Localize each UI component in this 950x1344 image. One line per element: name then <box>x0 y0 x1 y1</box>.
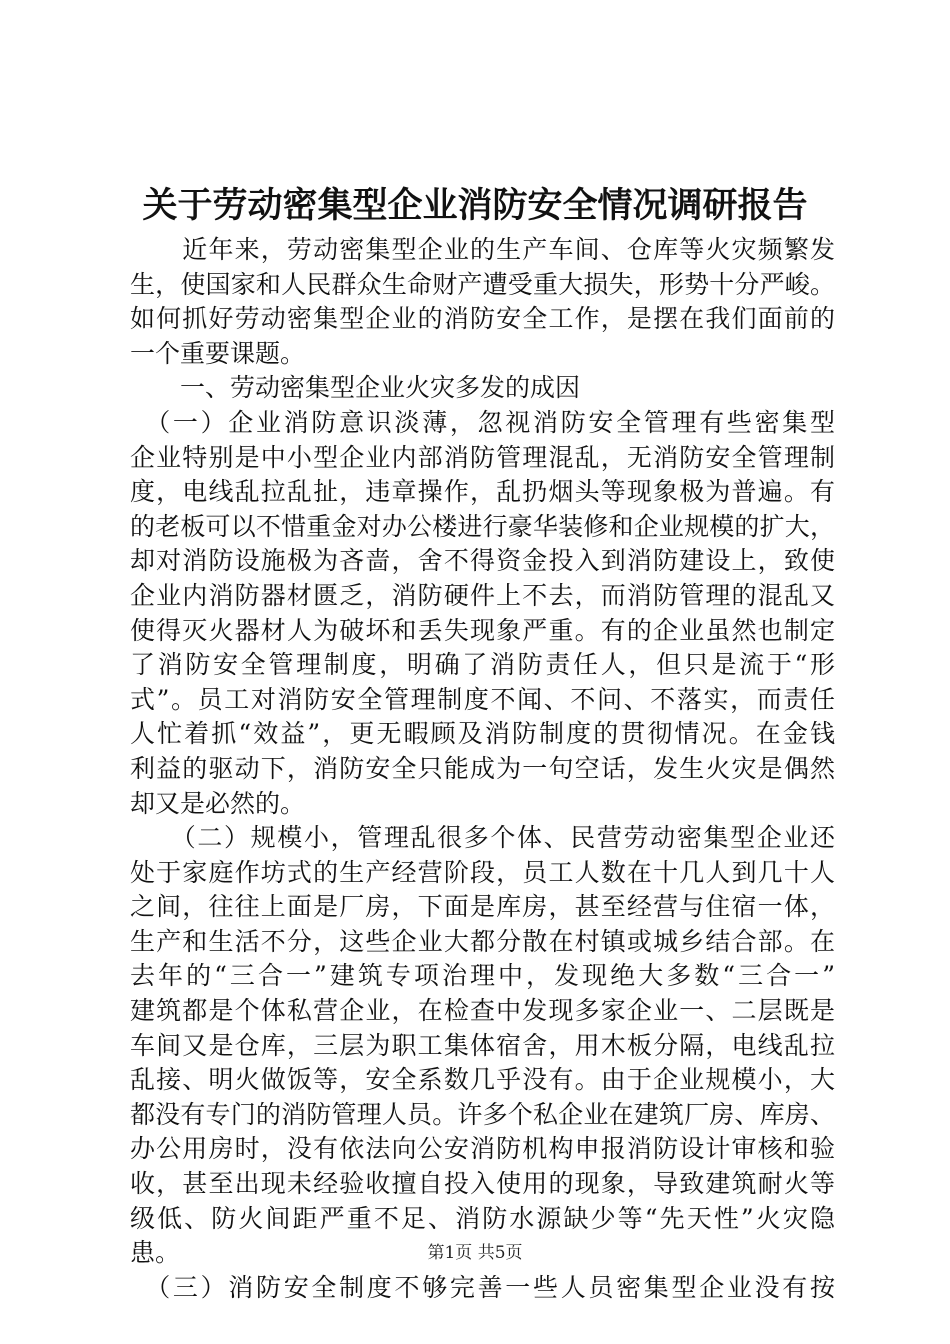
text-line: 企业内消防器材匮乏，消防硬件上不去，而消防管理的混乱又 <box>130 580 835 610</box>
text-line: 去年的“三合一”建筑专项治理中，发现绝大多数“三合一” <box>130 961 835 991</box>
text-line: （一）企业消防意识淡薄，忽视消防安全管理有些密集型 <box>130 407 835 437</box>
text-line: 都没有专门的消防管理人员。许多个私企业在建筑厂房、库房、 <box>130 1099 835 1129</box>
text-line: 乱接、明火做饭等，安全系数几乎没有。由于企业规模小，大 <box>130 1065 835 1095</box>
text-line: 如何抓好劳动密集型企业的消防安全工作，是摆在我们面前的 <box>130 304 835 334</box>
text-line: 了消防安全管理制度，明确了消防责任人，但只是流于“形 <box>130 650 835 680</box>
text-line: 之间，往往上面是厂房，下面是库房，甚至经营与住宿一体， <box>130 892 835 922</box>
text-line: 办公用房时，没有依法向公安消防机构申报消防设计审核和验 <box>130 1134 835 1164</box>
text-line: 度，电线乱拉乱扯，违章操作，乱扔烟头等现象极为普遍。有 <box>130 477 835 507</box>
text-line: （二）规模小，管理乱很多个体、民营劳动密集型企业还 <box>130 823 835 853</box>
document-body <box>130 233 835 1305</box>
text-line: 处于家庭作坊式的生产经营阶段，员工人数在十几人到几十人 <box>130 857 835 887</box>
text-line: 级低、防火间距严重不足、消防水源缺少等“先天性”火灾隐 <box>130 1203 835 1233</box>
text-line: 建筑都是个体私营企业，在检查中发现多家企业一、二层既是 <box>130 996 835 1026</box>
text-line: 式”。员工对消防安全管理制度不闻、不问、不落实，而责任 <box>130 684 835 714</box>
text-line: 人忙着抓“效益”，更无暇顾及消防制度的贯彻情况。在金钱 <box>130 719 835 749</box>
text-line: 利益的驱动下，消防安全只能成为一句空话，发生火灾是偶然 <box>130 753 835 783</box>
text-line: 收，甚至出现未经验收擅自投入使用的现象，导致建筑耐火等 <box>130 1169 835 1199</box>
text-line: 使得灭火器材人为破坏和丢失现象严重。有的企业虽然也制定 <box>130 615 835 645</box>
text-line: 的老板可以不惜重金对办公楼进行豪华装修和企业规模的扩大， <box>130 511 835 541</box>
text-line: 生产和生活不分，这些企业大都分散在村镇或城乡结合部。在 <box>130 926 835 956</box>
text-line: 一、劳动密集型企业火灾多发的成因 <box>130 373 581 403</box>
text-line: （三）消防安全制度不够完善一些人员密集型企业没有按 <box>130 1272 835 1302</box>
page-footer: 第1页 共5页 <box>427 1243 523 1263</box>
document-title: 关于劳动密集型企业消防安全情况调研报告 <box>142 185 808 226</box>
text-line: 企业特别是中小型企业内部消防管理混乱，无消防安全管理制 <box>130 442 835 472</box>
text-line: 患。 <box>130 1238 181 1268</box>
text-line: 车间又是仓库，三层为职工集体宿舍，用木板分隔，电线乱拉 <box>130 1030 835 1060</box>
text-line: 生，使国家和人民群众生命财产遭受重大损失，形势十分严峻。 <box>130 269 835 299</box>
text-line: 近年来，劳动密集型企业的生产车间、仓库等火灾频繁发 <box>130 235 835 264</box>
text-line: 一个重要课题。 <box>130 338 306 368</box>
text-line: 却又是必然的。 <box>130 788 306 818</box>
text-line: 却对消防设施极为吝啬，舍不得资金投入到消防建设上，致使 <box>130 546 835 576</box>
